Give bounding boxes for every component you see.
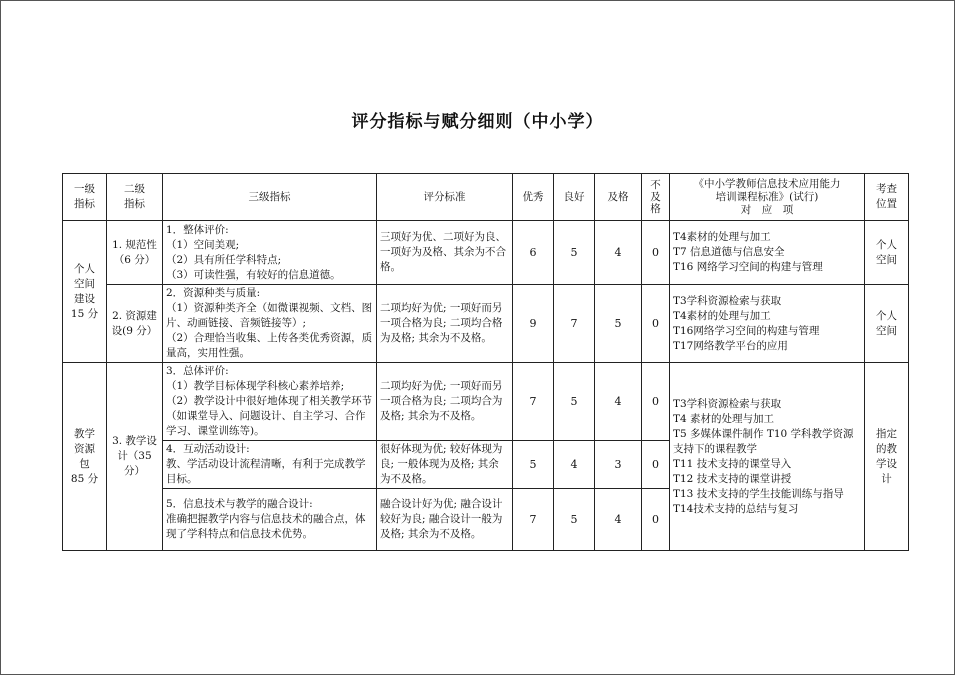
header-location: 考查 位置 — [865, 174, 909, 221]
score-fail: 0 — [642, 285, 670, 363]
header-level1: 一级 指标 — [63, 174, 107, 221]
score-good: 5 — [554, 363, 595, 441]
score-good: 4 — [554, 441, 595, 489]
table-row — [63, 221, 909, 285]
level2-cell: 3. 教学设 计（35 分） — [107, 363, 163, 551]
location-cell: 个人 空间 — [865, 221, 909, 285]
header-level2: 二级 指标 — [107, 174, 163, 221]
score-pass: 3 — [595, 441, 642, 489]
level3-cell: 1．整体评价: （1）空间美观; （2）具有所任学科特点; （3）可读性强，有较好的信息道德。 — [163, 221, 377, 285]
level3-cell: 2．资源种类与质量: （1）资源种类齐全（如微课视频、文档、图片、动画链接、音频链接等）; （2）合理恰当收集、上传各类优秀资源，质量高，实用性强。 — [163, 285, 377, 363]
header-good: 良好 — [554, 174, 595, 221]
score-excellent: 9 — [513, 285, 554, 363]
score-excellent: 6 — [513, 221, 554, 285]
header-row — [63, 174, 909, 221]
score-good: 7 — [554, 285, 595, 363]
reference-cell: T3学科资源检索与获取 T4素材的处理与加工 T16网络学习空间的构建与管理 T17网络教学平台的应用 — [670, 285, 865, 363]
location-cell: 个人 空间 — [865, 285, 909, 363]
table-row — [63, 285, 909, 363]
level2-cell: 1. 规范性 （6 分） — [107, 221, 163, 285]
header-standard: 评分标准 — [377, 174, 513, 221]
header-excellent: 优秀 — [513, 174, 554, 221]
header-pass: 及格 — [595, 174, 642, 221]
header-level3: 三级指标 — [163, 174, 377, 221]
scoring-table — [62, 173, 909, 551]
standard-cell: 二项均好为优; 一项好而另一项合格为良; 二项均合格为及格; 其余为不及格。 — [377, 285, 513, 363]
score-fail: 0 — [642, 489, 670, 551]
score-excellent: 7 — [513, 489, 554, 551]
standard-cell: 二项均好为优; 一项好而另一项合格为良; 二项均合为及格; 其余为不及格。 — [377, 363, 513, 441]
level3-cell: 4．互动活动设计: 教、学活动设计流程清晰，有利于完成教学目标。 — [163, 441, 377, 489]
score-pass: 5 — [595, 285, 642, 363]
standard-cell: 三项好为优、二项好为良、一项好为及格、其余为不合格。 — [377, 221, 513, 285]
score-pass: 4 — [595, 363, 642, 441]
score-excellent: 7 — [513, 363, 554, 441]
table-row — [63, 363, 909, 441]
level2-cell: 2. 资源建 设(9 分） — [107, 285, 163, 363]
header-reference: 《中小学教师信息技术应用能力 培训课程标准》(试行) 对 应 项 — [670, 174, 865, 221]
score-good: 5 — [554, 221, 595, 285]
standard-cell: 很好体现为优; 较好体现为良; 一般体现为及格; 其余为不及格。 — [377, 441, 513, 489]
score-pass: 4 — [595, 489, 642, 551]
score-fail: 0 — [642, 441, 670, 489]
score-excellent: 5 — [513, 441, 554, 489]
standard-cell: 融合设计好为优; 融合设计较好为良; 融合设计一般为及格; 其余为不及格。 — [377, 489, 513, 551]
level1-cell: 教学 资源 包 85 分 — [63, 363, 107, 551]
reference-cell: T3学科资源检索与获取 T4 素材的处理与加工 T5 多媒体课件制作 T10 学科教学资源支持下的课程教学 T11 技术支持的课堂导入 T12 技术支持的课堂讲授 T13 技术支持的学生技能训练与指导 T14技术支持的总结与复习 — [670, 363, 865, 551]
header-fail: 不 及 格 — [642, 174, 670, 221]
level1-cell: 个人 空间 建设 15 分 — [63, 221, 107, 363]
score-fail: 0 — [642, 221, 670, 285]
location-cell: 指定 的教 学设 计 — [865, 363, 909, 551]
level3-cell: 3．总体评价: （1）教学目标体现学科核心素养培养; （2）教学设计中很好地体现了相关教学环节（如课堂导入、问题设计、自主学习、合作学习、课堂训练等)。 — [163, 363, 377, 441]
score-good: 5 — [554, 489, 595, 551]
level3-cell: 5．信息技术与教学的融合设计: 准确把握教学内容与信息技术的融合点，体现了学科特点和信息技术优势。 — [163, 489, 377, 551]
document-title: 评分指标与赋分细则（中小学） — [351, 112, 604, 132]
score-fail: 0 — [642, 363, 670, 441]
reference-cell: T4素材的处理与加工 T7 信息道德与信息安全 T16 网络学习空间的构建与管理 — [670, 221, 865, 285]
score-pass: 4 — [595, 221, 642, 285]
